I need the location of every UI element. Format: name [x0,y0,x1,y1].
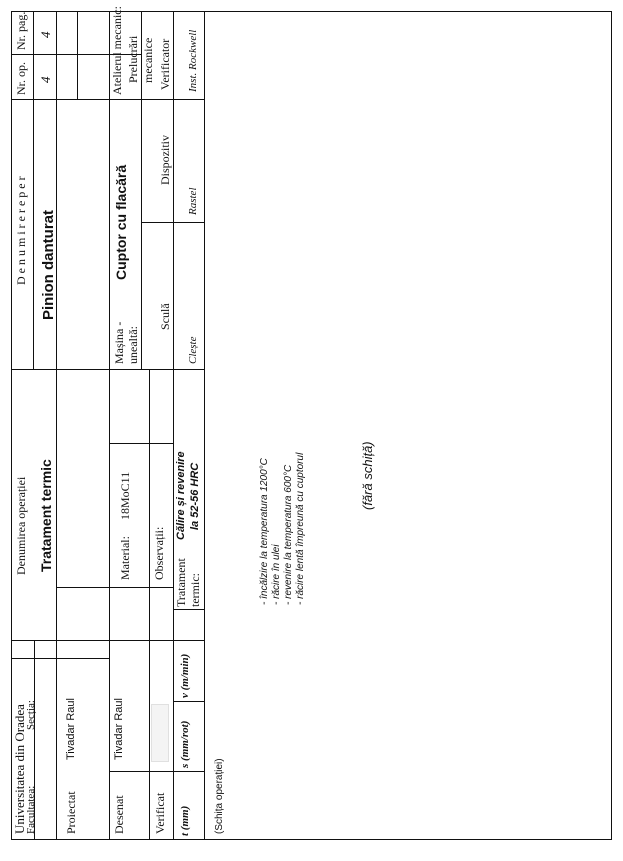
param-s: s (mm/rot) [179,720,191,768]
col-line [173,701,205,702]
row-line [33,11,34,370]
col-line [11,369,205,370]
col-line [109,771,173,772]
drawn-label: Desenat [112,795,126,834]
col-line [11,640,205,641]
device-label: Dispozitiv [158,135,172,185]
sketch-note: (fără schiță) [360,441,375,510]
checker: Inst. Rockwell [187,29,199,92]
university-name: Universitatea din Oradea [12,704,27,834]
sketch-label: (Schița operației) [214,758,225,834]
section-label: Secția: [25,700,37,730]
row-line [56,11,57,840]
tool: Clește [187,336,199,364]
row-line [149,370,150,840]
col-line [141,222,205,223]
heat-treatment-label-2: termic: [188,573,202,607]
workshop-line1: Atelierul mecanic: [110,6,124,95]
sketch-step: - încălzire la temperatura 1200°C [259,458,270,605]
col-line [173,771,205,772]
drawn-by: Tivadar Raul [113,698,125,760]
row-line [109,11,110,840]
material: 18MoC11 [118,471,132,520]
col-line [11,658,109,659]
heat-treatment-value: Călire și revenire [175,451,187,540]
material-label: Material: [118,536,132,580]
param-v: v (m/min) [179,653,191,698]
designed-by: Tivadar Raul [65,698,77,760]
col-line [56,587,174,588]
frame-line [611,11,612,840]
operation-name: Tratament termic [38,459,54,572]
machine: Cuptor cu flacără [113,164,129,280]
workshop-line3: mecanice [141,37,155,83]
designed-label: Proiectat [64,791,78,834]
machine-label-2: unealtă: [126,326,140,364]
op-no: 4 [38,76,53,83]
col-line [109,443,173,444]
sketch-step: - răcire lentă împreună cu cuptorul [295,452,306,605]
header-bottom-line [204,11,205,840]
page-no-label: Nr. pag. [14,11,28,50]
observations-label: Observații: [152,526,166,580]
col-line [173,609,205,610]
checker-label: Verificator [158,38,172,90]
signature-blank [151,704,169,762]
sketch-step: - răcire în ulei [271,544,282,605]
workshop-line2: Prelucrări [126,35,140,83]
checked-label: Verificat [153,792,167,834]
heat-treatment-label: Tratament [174,558,188,607]
part-name-label: D e n u m i r e r e p e r [14,176,28,285]
tool-label: Sculă [158,303,172,330]
operation-name-label: Denumirea operației [14,476,28,575]
part-name: Pinion danturat [40,210,57,320]
faculty-label: Facultatea: [25,785,37,834]
device: Rastel [187,187,199,215]
sketch-step: - revenire la temperatura 600°C [283,464,294,605]
col-line [11,99,205,100]
frame-line [11,839,612,840]
row-line [77,11,78,100]
machine-label: Mașina - [112,321,126,364]
page-no: 4 [38,31,53,38]
frame-line [11,11,612,12]
params-line [173,11,174,840]
param-t: t (mm) [179,805,191,836]
heat-treatment-value-2: la 52-56 HRC [189,462,201,530]
op-no-label: Nr. op. [14,62,28,95]
rotated-form [11,6,612,840]
